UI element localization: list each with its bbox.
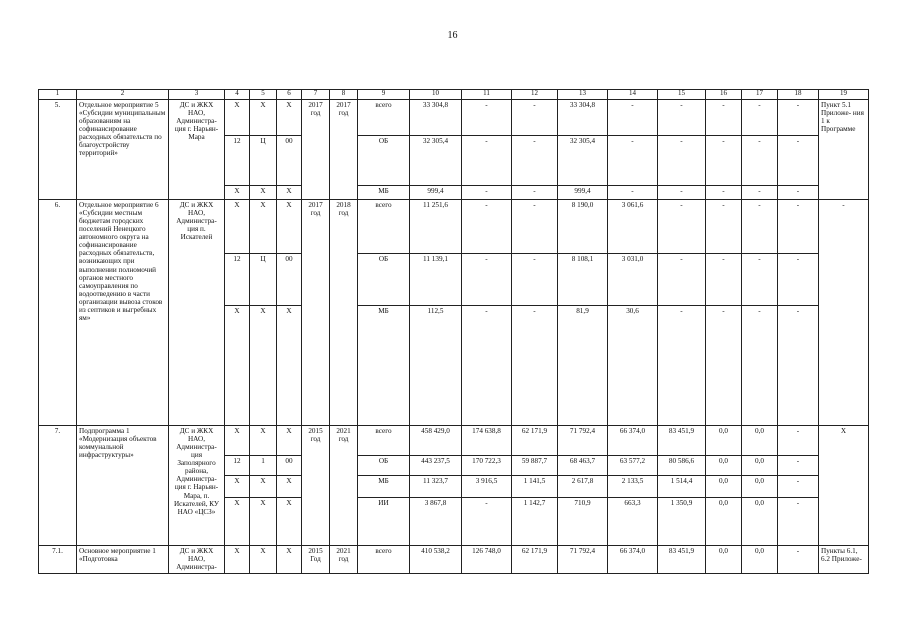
code-cell: Х <box>250 498 277 546</box>
value-cell: - <box>462 254 512 306</box>
code-cell: Х <box>225 476 250 498</box>
value-cell: 33 304,8 <box>410 100 462 136</box>
item-executor: ДС и ЖКХ НАО, Администра- ция г. Нарьян- Мара <box>169 100 225 200</box>
funding-source: МБ <box>358 476 410 498</box>
end-year: 2018 год <box>330 200 358 426</box>
value-cell: - <box>742 100 778 136</box>
col-header: 14 <box>608 90 658 100</box>
value-cell: 62 171,9 <box>512 426 558 456</box>
value-cell: - <box>512 200 558 254</box>
code-cell: Х <box>277 306 302 426</box>
funding-source: ОБ <box>358 136 410 186</box>
code-cell: Х <box>277 546 302 574</box>
start-year: 2015 год <box>302 426 330 546</box>
value-cell: - <box>778 136 819 186</box>
code-cell: Х <box>225 306 250 426</box>
code-cell: Ц <box>250 136 277 186</box>
value-cell: 83 451,9 <box>658 546 706 574</box>
value-cell: 710,9 <box>558 498 608 546</box>
code-cell: Х <box>225 426 250 456</box>
value-cell: 83 451,9 <box>658 426 706 456</box>
code-cell: Х <box>250 100 277 136</box>
item-number: 6. <box>39 200 77 426</box>
value-cell: 3 916,5 <box>462 476 512 498</box>
page-number: 16 <box>447 30 458 41</box>
funding-source: ОБ <box>358 456 410 476</box>
value-cell: - <box>778 498 819 546</box>
value-cell: - <box>706 200 742 254</box>
value-cell: 66 374,0 <box>608 426 658 456</box>
value-cell: 0,0 <box>706 546 742 574</box>
value-cell: 170 722,3 <box>462 456 512 476</box>
col-header: 1 <box>39 90 77 100</box>
col-header: 12 <box>512 90 558 100</box>
table-row <box>39 546 869 574</box>
code-cell: Х <box>250 546 277 574</box>
value-cell: - <box>658 100 706 136</box>
value-cell: 112,5 <box>410 306 462 426</box>
value-cell: 2 133,5 <box>608 476 658 498</box>
value-cell: - <box>706 136 742 186</box>
value-cell: 68 463,7 <box>558 456 608 476</box>
value-cell: 2 617,8 <box>558 476 608 498</box>
value-cell: 63 577,2 <box>608 456 658 476</box>
end-year: 2021 год <box>330 546 358 574</box>
col-header: 19 <box>819 90 869 100</box>
code-cell: Х <box>225 186 250 200</box>
code-cell: 12 <box>225 456 250 476</box>
value-cell: 999,4 <box>558 186 608 200</box>
value-cell: - <box>742 136 778 186</box>
col-header: 7 <box>302 90 330 100</box>
col-header: 4 <box>225 90 250 100</box>
value-cell: - <box>512 100 558 136</box>
value-cell: - <box>658 306 706 426</box>
value-cell: - <box>512 254 558 306</box>
col-header: 18 <box>778 90 819 100</box>
value-cell: - <box>778 306 819 426</box>
value-cell: 3 867,8 <box>410 498 462 546</box>
value-cell: 30,6 <box>608 306 658 426</box>
end-year: 2017 год <box>330 100 358 200</box>
value-cell: - <box>462 186 512 200</box>
value-cell: - <box>742 200 778 254</box>
value-cell: - <box>462 498 512 546</box>
value-cell: 71 792,4 <box>558 546 608 574</box>
col-header: 8 <box>330 90 358 100</box>
value-cell: 0,0 <box>706 426 742 456</box>
col-header: 11 <box>462 90 512 100</box>
code-cell: 00 <box>277 456 302 476</box>
item-number: 5. <box>39 100 77 200</box>
table-row <box>39 426 869 456</box>
item-number: 7. <box>39 426 77 546</box>
code-cell: Х <box>225 200 250 254</box>
code-cell: 1 <box>250 456 277 476</box>
value-cell: - <box>742 254 778 306</box>
value-cell: 126 748,0 <box>462 546 512 574</box>
value-cell: 1 514,4 <box>658 476 706 498</box>
value-cell: - <box>608 136 658 186</box>
value-cell: - <box>512 136 558 186</box>
funding-source: МБ <box>358 306 410 426</box>
value-cell: 3 031,0 <box>608 254 658 306</box>
col-header: 5 <box>250 90 277 100</box>
value-cell: 62 171,9 <box>512 546 558 574</box>
end-year: 2021 год <box>330 426 358 546</box>
item-note: Пункт 5.1 Приложе- ния 1 к Программе <box>819 100 869 200</box>
value-cell: 1 142,7 <box>512 498 558 546</box>
value-cell: - <box>778 254 819 306</box>
value-cell: - <box>462 136 512 186</box>
start-year: 2015 Год <box>302 546 330 574</box>
code-cell: Х <box>250 426 277 456</box>
item-executor: ДС и ЖКХ НАО, Администра- ция п. Искателей <box>169 200 225 426</box>
value-cell: - <box>658 200 706 254</box>
code-cell: Ц <box>250 254 277 306</box>
code-cell: Х <box>277 498 302 546</box>
value-cell: - <box>778 186 819 200</box>
value-cell: - <box>742 186 778 200</box>
item-name: Отдельное мероприятие 6 «Субсидии местным бюджетам городских поселений Ненецкого автономного округа на софинансирование расходных обязательств, возникающих при выполнении полномочий органов местного самоуправления по водоотведению в части организации вывоза стоков из септиков и выгребных ям» <box>77 200 169 426</box>
code-cell: Х <box>225 100 250 136</box>
value-cell: - <box>658 186 706 200</box>
item-executor: ДС и ЖКХ НАО, Администра- ция Заполярного района, Администра- ция г. Нарьян- Мара, п. Искателей, КУ НАО «ЦСЗ» <box>169 426 225 546</box>
funding-source: всего <box>358 100 410 136</box>
value-cell: 663,3 <box>608 498 658 546</box>
funding-source: всего <box>358 426 410 456</box>
value-cell: - <box>706 254 742 306</box>
code-cell: Х <box>277 200 302 254</box>
value-cell: 66 374,0 <box>608 546 658 574</box>
col-header: 6 <box>277 90 302 100</box>
value-cell: - <box>778 100 819 136</box>
value-cell: 0,0 <box>742 546 778 574</box>
value-cell: 1 350,9 <box>658 498 706 546</box>
code-cell: Х <box>225 498 250 546</box>
code-cell: Х <box>277 476 302 498</box>
start-year: 2017 год <box>302 100 330 200</box>
value-cell: 0,0 <box>706 456 742 476</box>
funding-source: МБ <box>358 186 410 200</box>
col-header: 2 <box>77 90 169 100</box>
item-number: 7.1. <box>39 546 77 574</box>
code-cell: 00 <box>277 254 302 306</box>
value-cell: 0,0 <box>742 426 778 456</box>
value-cell: - <box>706 100 742 136</box>
value-cell: 410 538,2 <box>410 546 462 574</box>
funding-source: всего <box>358 546 410 574</box>
item-note: - <box>819 200 869 426</box>
table-row <box>39 100 869 136</box>
item-note: Пункты 6.1, 6.2 Приложе- <box>819 546 869 574</box>
value-cell: - <box>778 476 819 498</box>
col-header: 17 <box>742 90 778 100</box>
code-cell: Х <box>250 186 277 200</box>
value-cell: - <box>778 200 819 254</box>
value-cell: - <box>462 100 512 136</box>
value-cell: 0,0 <box>706 498 742 546</box>
item-name: Отдельное мероприятие 5 «Субсидии муниципальным образованиям на софинансирование расходных обязательств по благоустройству территорий» <box>77 100 169 200</box>
code-cell: Х <box>250 200 277 254</box>
item-name: Основное мероприятие 1 «Подготовка <box>77 546 169 574</box>
header-row <box>39 90 869 100</box>
value-cell: - <box>778 456 819 476</box>
col-header: 10 <box>410 90 462 100</box>
value-cell: - <box>706 306 742 426</box>
value-cell: - <box>778 426 819 456</box>
value-cell: 80 586,6 <box>658 456 706 476</box>
value-cell: 0,0 <box>742 456 778 476</box>
value-cell: - <box>608 100 658 136</box>
item-name: Подпрограмма 1 «Модернизация объектов коммунальной инфраструктуры» <box>77 426 169 546</box>
col-header: 15 <box>658 90 706 100</box>
value-cell: 458 429,0 <box>410 426 462 456</box>
value-cell: 0,0 <box>742 498 778 546</box>
value-cell: 8 190,0 <box>558 200 608 254</box>
value-cell: 999,4 <box>410 186 462 200</box>
value-cell: - <box>706 186 742 200</box>
value-cell: - <box>462 306 512 426</box>
value-cell: - <box>658 254 706 306</box>
value-cell: 32 305,4 <box>558 136 608 186</box>
funding-source: ИИ <box>358 498 410 546</box>
value-cell: 81,9 <box>558 306 608 426</box>
code-cell: 12 <box>225 254 250 306</box>
value-cell: - <box>512 306 558 426</box>
value-cell: 8 108,1 <box>558 254 608 306</box>
funding-source: всего <box>358 200 410 254</box>
value-cell: - <box>512 186 558 200</box>
item-executor: ДС и ЖКХ НАО, Администра- <box>169 546 225 574</box>
col-header: 16 <box>706 90 742 100</box>
col-header: 13 <box>558 90 608 100</box>
program-funding-table <box>38 89 869 574</box>
value-cell: 174 638,8 <box>462 426 512 456</box>
value-cell: 3 061,6 <box>608 200 658 254</box>
funding-source: ОБ <box>358 254 410 306</box>
code-cell: Х <box>277 426 302 456</box>
value-cell: - <box>608 186 658 200</box>
value-cell: - <box>462 200 512 254</box>
value-cell: 11 139,1 <box>410 254 462 306</box>
code-cell: Х <box>277 100 302 136</box>
value-cell: - <box>658 136 706 186</box>
value-cell: 0,0 <box>706 476 742 498</box>
col-header: 3 <box>169 90 225 100</box>
value-cell: 33 304,8 <box>558 100 608 136</box>
col-header: 9 <box>358 90 410 100</box>
code-cell: Х <box>250 306 277 426</box>
value-cell: - <box>742 306 778 426</box>
value-cell: - <box>778 546 819 574</box>
value-cell: 71 792,4 <box>558 426 608 456</box>
value-cell: 32 305,4 <box>410 136 462 186</box>
value-cell: 11 323,7 <box>410 476 462 498</box>
value-cell: 59 887,7 <box>512 456 558 476</box>
code-cell: 00 <box>277 136 302 186</box>
code-cell: 12 <box>225 136 250 186</box>
start-year: 2017 год <box>302 200 330 426</box>
value-cell: 11 251,6 <box>410 200 462 254</box>
code-cell: Х <box>225 546 250 574</box>
value-cell: 443 237,5 <box>410 456 462 476</box>
code-cell: Х <box>277 186 302 200</box>
item-note: Х <box>819 426 869 546</box>
value-cell: 0,0 <box>742 476 778 498</box>
value-cell: 1 141,5 <box>512 476 558 498</box>
code-cell: Х <box>250 476 277 498</box>
table-row <box>39 200 869 254</box>
